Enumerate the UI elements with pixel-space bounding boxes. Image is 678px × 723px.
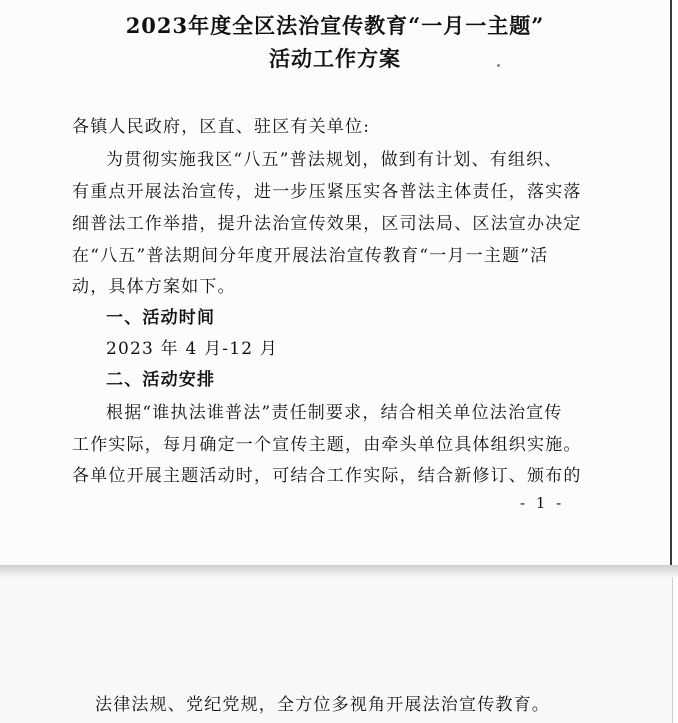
section-heading-activity-arrangement: 二、活动安排 xyxy=(106,370,216,390)
paragraph-2-line-2: 工作实际，每月确定一个宣传主题，由牵头单位具体组织实施。 xyxy=(72,435,582,455)
paragraph-1-line-3: 细普法工作举措，提升法治宣传效果，区司法局、区法宣办决定 xyxy=(72,214,582,234)
page-gap-shadow xyxy=(0,565,678,577)
document-page-2 xyxy=(0,577,673,723)
salutation: 各镇人民政府，区直、驻区有关单位: xyxy=(72,117,371,137)
document-title-line-2: 活动工作方案 xyxy=(269,46,401,71)
paragraph-2-line-1: 根据“谁执法谁普法”责任制要求，结合相关单位法治宣传 xyxy=(106,403,563,423)
scan-speck xyxy=(497,64,500,67)
section-heading-activity-time: 一、活动时间 xyxy=(106,308,216,328)
paragraph-1-line-1: 为贯彻实施我区“八五”普法规划，做到有计划、有组织、 xyxy=(106,150,563,170)
paragraph-1-line-4: 在“八五”普法期间分年度开展法治宣传教育“一月一主题”活 xyxy=(72,246,549,266)
paragraph-1-line-5: 动，具体方案如下。 xyxy=(72,277,236,297)
paragraph-1-line-2: 有重点开展法治宣传，进一步压紧压实各普法主体责任，落实落 xyxy=(72,182,582,202)
activity-time-text: 2023 年 4 月-12 月 xyxy=(106,339,279,359)
document-title-line-1: 2023年度全区法治宣传教育“一月一主题” xyxy=(125,13,545,38)
page-2-line-1: 法律法规、党纪党规，全方位多视角开展法治宣传教育。 xyxy=(95,695,550,715)
paragraph-2-line-3: 各单位开展主题活动时，可结合工作实际，结合新修订、颁布的 xyxy=(72,466,582,486)
page-number: - 1 - xyxy=(520,494,565,512)
